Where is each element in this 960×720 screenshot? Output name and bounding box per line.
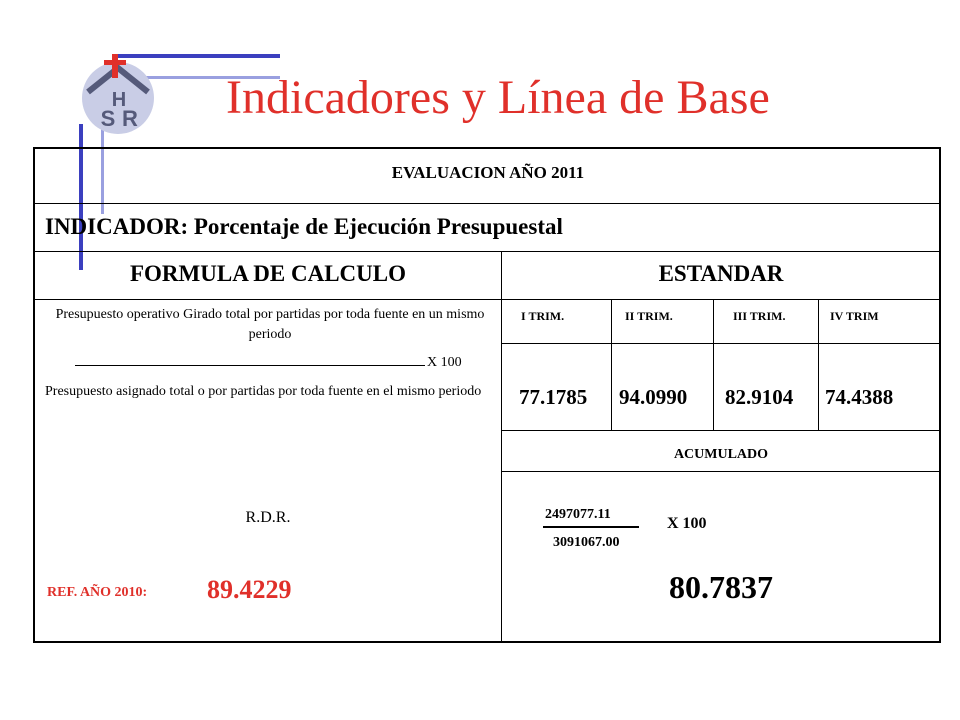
quarter-value-1: 77.1785 <box>519 385 588 409</box>
hsr-logo <box>74 50 164 136</box>
rule-quarter-values <box>501 430 941 431</box>
formula-multiplier: X 100 <box>427 355 462 370</box>
rule-quarter-labels <box>501 343 941 344</box>
rule-columns <box>35 299 941 300</box>
formula-denominator: Presupuesto asignado total o por partidas por toda fuente en el mismo periodo <box>45 384 482 399</box>
cross-vertical <box>112 54 118 78</box>
page-title: Indicadores y Línea de Base <box>226 71 770 124</box>
divider-q2 <box>713 299 714 430</box>
logo-letter-r: R <box>122 106 138 131</box>
rule-cumulative <box>501 471 941 472</box>
rule-header <box>35 203 941 204</box>
reference-label: REF. AÑO 2010: <box>47 585 148 600</box>
formula-column-header: FORMULA DE CALCULO <box>129 261 406 286</box>
cumulative-multiplier: X 100 <box>667 515 707 532</box>
cumulative-label: ACUMULADO <box>673 447 769 462</box>
standard-column-header: ESTANDAR <box>658 261 784 286</box>
formula-numerator: Presupuesto operativo Girado total por partidas por toda fuente en un mismo periodo <box>55 307 485 342</box>
cumulative-denominator: 3091067.00 <box>553 535 620 550</box>
quarter-value-4: 74.4388 <box>825 385 894 409</box>
quarter-value-2: 94.0990 <box>619 385 688 409</box>
reference-value: 89.4229 <box>207 575 292 604</box>
rule-indicator <box>35 251 941 252</box>
cumulative-result: 80.7837 <box>669 569 773 605</box>
cross-horizontal <box>104 60 126 65</box>
evaluation-header: EVALUACION AÑO 2011 <box>391 163 585 182</box>
cumulative-fraction-line <box>543 526 639 528</box>
funding-source: R.D.R. <box>245 509 291 526</box>
divider-q1 <box>611 299 612 430</box>
formula-fraction-line <box>75 365 425 366</box>
quarter-label-1: I TRIM. <box>521 309 565 323</box>
indicator-label: INDICADOR: Porcentaje de Ejecución Presupuestal <box>45 214 563 239</box>
quarter-label-3: III TRIM. <box>733 309 786 323</box>
divider-q3 <box>818 299 819 430</box>
logo-letter-s: S <box>100 106 116 131</box>
quarter-label-2: II TRIM. <box>625 309 673 323</box>
cumulative-numerator: 2497077.11 <box>545 507 611 522</box>
indicator-table <box>33 147 941 643</box>
logo-letter-h: H <box>111 89 127 111</box>
quarter-label-4: IV TRIM <box>830 309 879 323</box>
quarter-value-3: 82.9104 <box>725 385 794 409</box>
